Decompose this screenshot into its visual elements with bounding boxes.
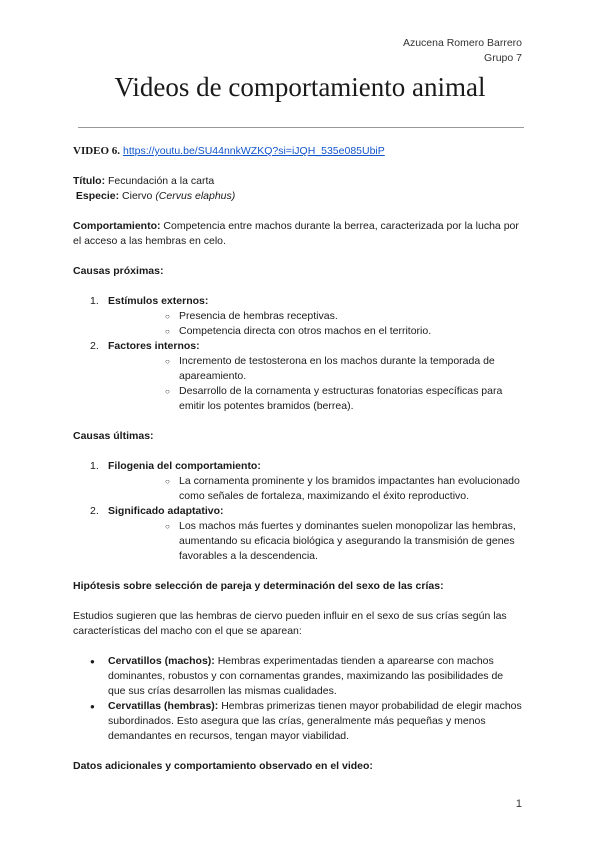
list-item-title: Estímulos externos:	[108, 295, 209, 307]
document-body	[73, 144, 523, 774]
bullet-item	[73, 699, 523, 744]
hipotesis-heading: Hipótesis sobre selección de pareja y determinación del sexo de las crías:	[73, 580, 444, 592]
bullet-label: Cervatillas (hembras):	[108, 700, 219, 712]
document-title: Videos de comportamiento animal	[114, 72, 486, 102]
video-line	[73, 144, 523, 159]
sub-item: ○ Competencia directa con otros machos en el territorio.	[108, 324, 523, 339]
titulo-value: Fecundación a la carta	[108, 175, 215, 187]
list-number: 2.	[90, 340, 99, 352]
group-label: Grupo 7	[484, 52, 522, 64]
bullet-text: Hembras experimentadas tienden a aparearse con machos dominantes, robustos y con cornamentas grandes, maximizando las posibilidades de que sus crías desarrollen las mismas cualidades.	[108, 655, 504, 697]
bullet-item	[73, 654, 523, 699]
list-number: 2.	[90, 505, 99, 517]
hipotesis-intro: Estudios sugieren que las hembras de ciervo pueden influir en el sexo de sus crías según las características del macho con el que se aparean:	[73, 610, 507, 637]
especie-scientific-name: (Cervus elaphus)	[155, 190, 236, 202]
list-item-title: Filogenia del comportamiento:	[108, 460, 261, 472]
list-item-title: Significado adaptativo:	[108, 505, 224, 517]
causas-ultimas-heading: Causas últimas:	[73, 430, 154, 442]
hipotesis-bullets	[73, 654, 523, 744]
especie-value: Ciervo	[122, 190, 153, 202]
title-divider	[78, 127, 524, 128]
causas-ultimas-list	[73, 459, 523, 564]
comportamiento-label: Comportamiento:	[73, 220, 161, 232]
list-item	[73, 339, 523, 414]
comportamiento-text: Competencia entre machos durante la berrea, caracterizada por la lucha por el acceso a las hembras en celo.	[73, 220, 519, 247]
sub-item: ○ Los machos más fuertes y dominantes suelen monopolizar las hembras, aumentando su eficacia biológica y asegurando la transmisión de genes favorables a la descendencia.	[108, 519, 523, 564]
especie-label: Especie:	[75, 190, 120, 202]
bullet-label: Cervatillos (machos):	[108, 655, 215, 667]
list-item	[73, 459, 523, 504]
sub-item: ○ Desarrollo de la cornamenta y estructuras fonatorias específicas para emitir los potentes bramidos (berrea).	[108, 384, 523, 414]
video-label: VIDEO 6.	[73, 145, 121, 157]
list-item	[73, 504, 523, 564]
author-name: Azucena Romero Barrero	[402, 37, 522, 49]
video-link[interactable]: https://youtu.be/SU44nnkWZKQ?si=iJQH_535e085UbiP	[122, 145, 385, 157]
page-number: 1	[515, 798, 522, 810]
list-number: 1.	[90, 460, 99, 472]
list-item-title: Factores internos:	[108, 340, 200, 352]
sub-item: ○ Incremento de testosterona en los machos durante la temporada de apareamiento.	[108, 354, 523, 384]
bullet-text: Hembras primerizas tienen mayor probabilidad de elegir machos subordinados. Esto asegura que las crías, generalmente más pequeñas y menos demandantes en recursos, tengan mayor viabilidad.	[108, 700, 522, 742]
comportamiento-paragraph	[73, 219, 523, 249]
sub-item: ○ Presencia de hembras receptivas.	[108, 309, 523, 324]
titulo-label: Título:	[73, 175, 106, 187]
causas-proximas-list	[73, 294, 523, 414]
list-number: 1.	[90, 295, 99, 307]
page-header	[403, 36, 522, 66]
datos-adicionales-heading: Datos adicionales y comportamiento observado en el video:	[73, 760, 373, 772]
titulo-line	[73, 174, 523, 189]
list-item	[73, 294, 523, 339]
especie-line	[73, 189, 523, 204]
sub-item: ○ La cornamenta prominente y los bramidos impactantes han evolucionado como señales de fortaleza, maximizando el éxito reproductivo.	[108, 474, 523, 504]
causas-proximas-heading: Causas próximas:	[73, 265, 164, 277]
